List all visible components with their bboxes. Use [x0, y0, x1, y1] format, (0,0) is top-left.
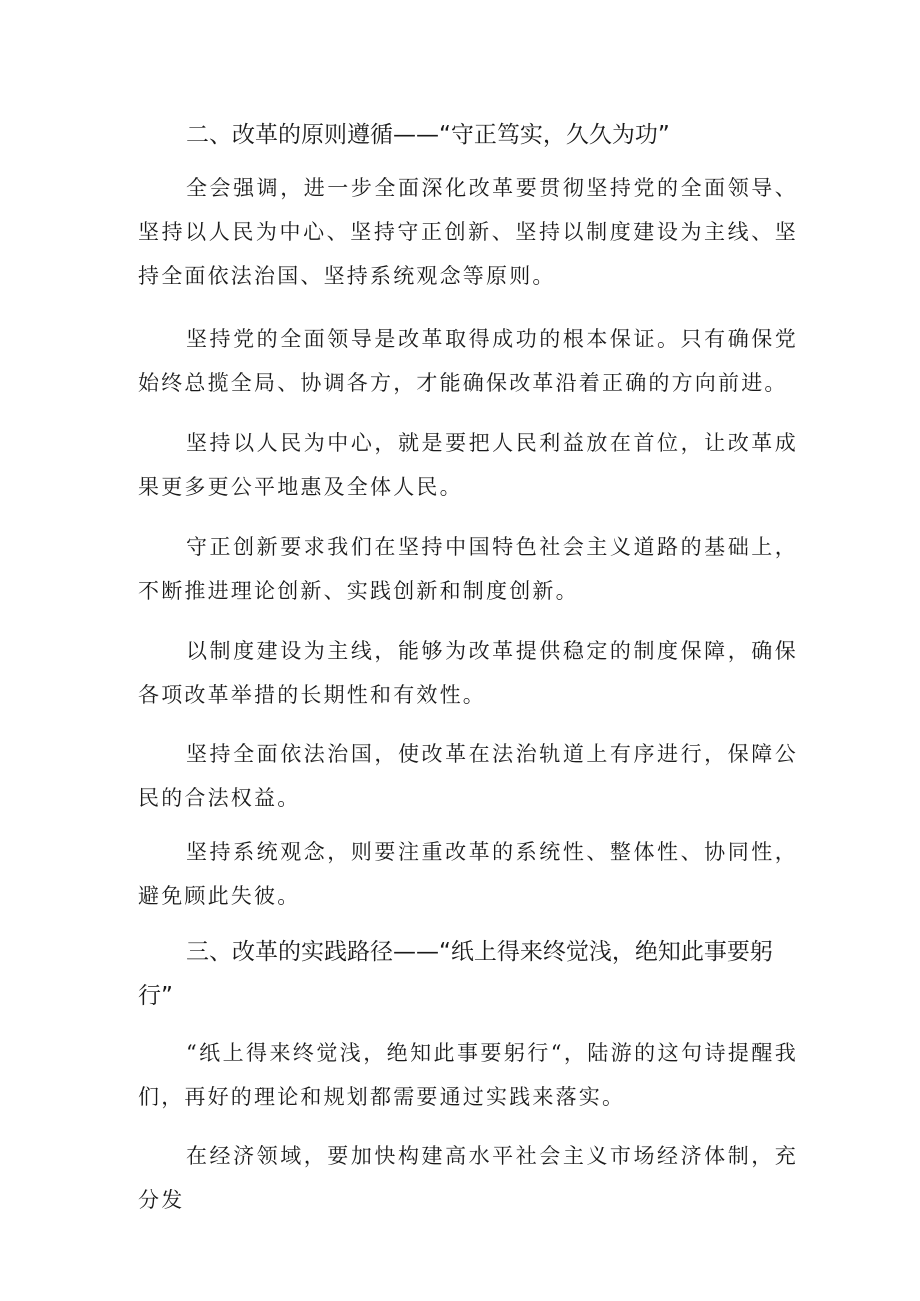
section-heading-principles: 二、改革的原则遵循——“守正笃实，久久为功” [186, 122, 670, 148]
paragraph: 坚持系统观念，则要注重改革的系统性、整体性、协同性，避免顾此失彼。 [138, 840, 798, 908]
paragraph: “纸上得来终觉浅，绝知此事要躬行“，陆游的这句诗提醒我们，再好的理论和规划都需要通过实践来落实。 [138, 1041, 798, 1109]
paragraph: 在经济领域，要加快构建高水平社会主义市场经济体制，充分发 [138, 1144, 798, 1212]
paragraph: 全会强调，进一步全面深化改革要贯彻坚持党的全面领导、坚持以人民为中心、坚持守正创新、坚持以制度建设为主线、坚持全面依法治国、坚持系统观念等原则。 [138, 176, 798, 288]
paragraph: 坚持党的全面领导是改革取得成功的根本保证。只有确保党始终总揽全局、协调各方，才能确保改革沿着正确的方向前进。 [138, 327, 798, 395]
paragraph: 以制度建设为主线，能够为改革提供稳定的制度保障，确保各项改革举措的长期性和有效性。 [138, 639, 798, 707]
paragraph: 守正创新要求我们在坚持中国特色社会主义道路的基础上，不断推进理论创新、实践创新和制度创新。 [138, 535, 798, 603]
section-heading-practice: 三、改革的实践路径——“纸上得来终觉浅，绝知此事要躬行” [138, 939, 773, 1009]
paragraph: 坚持全面依法治国，使改革在法治轨道上有序进行，保障公民的合法权益。 [138, 742, 798, 810]
paragraph: 坚持以人民为中心，就是要把人民利益放在首位，让改革成果更多更公平地惠及全体人民。 [138, 431, 798, 499]
